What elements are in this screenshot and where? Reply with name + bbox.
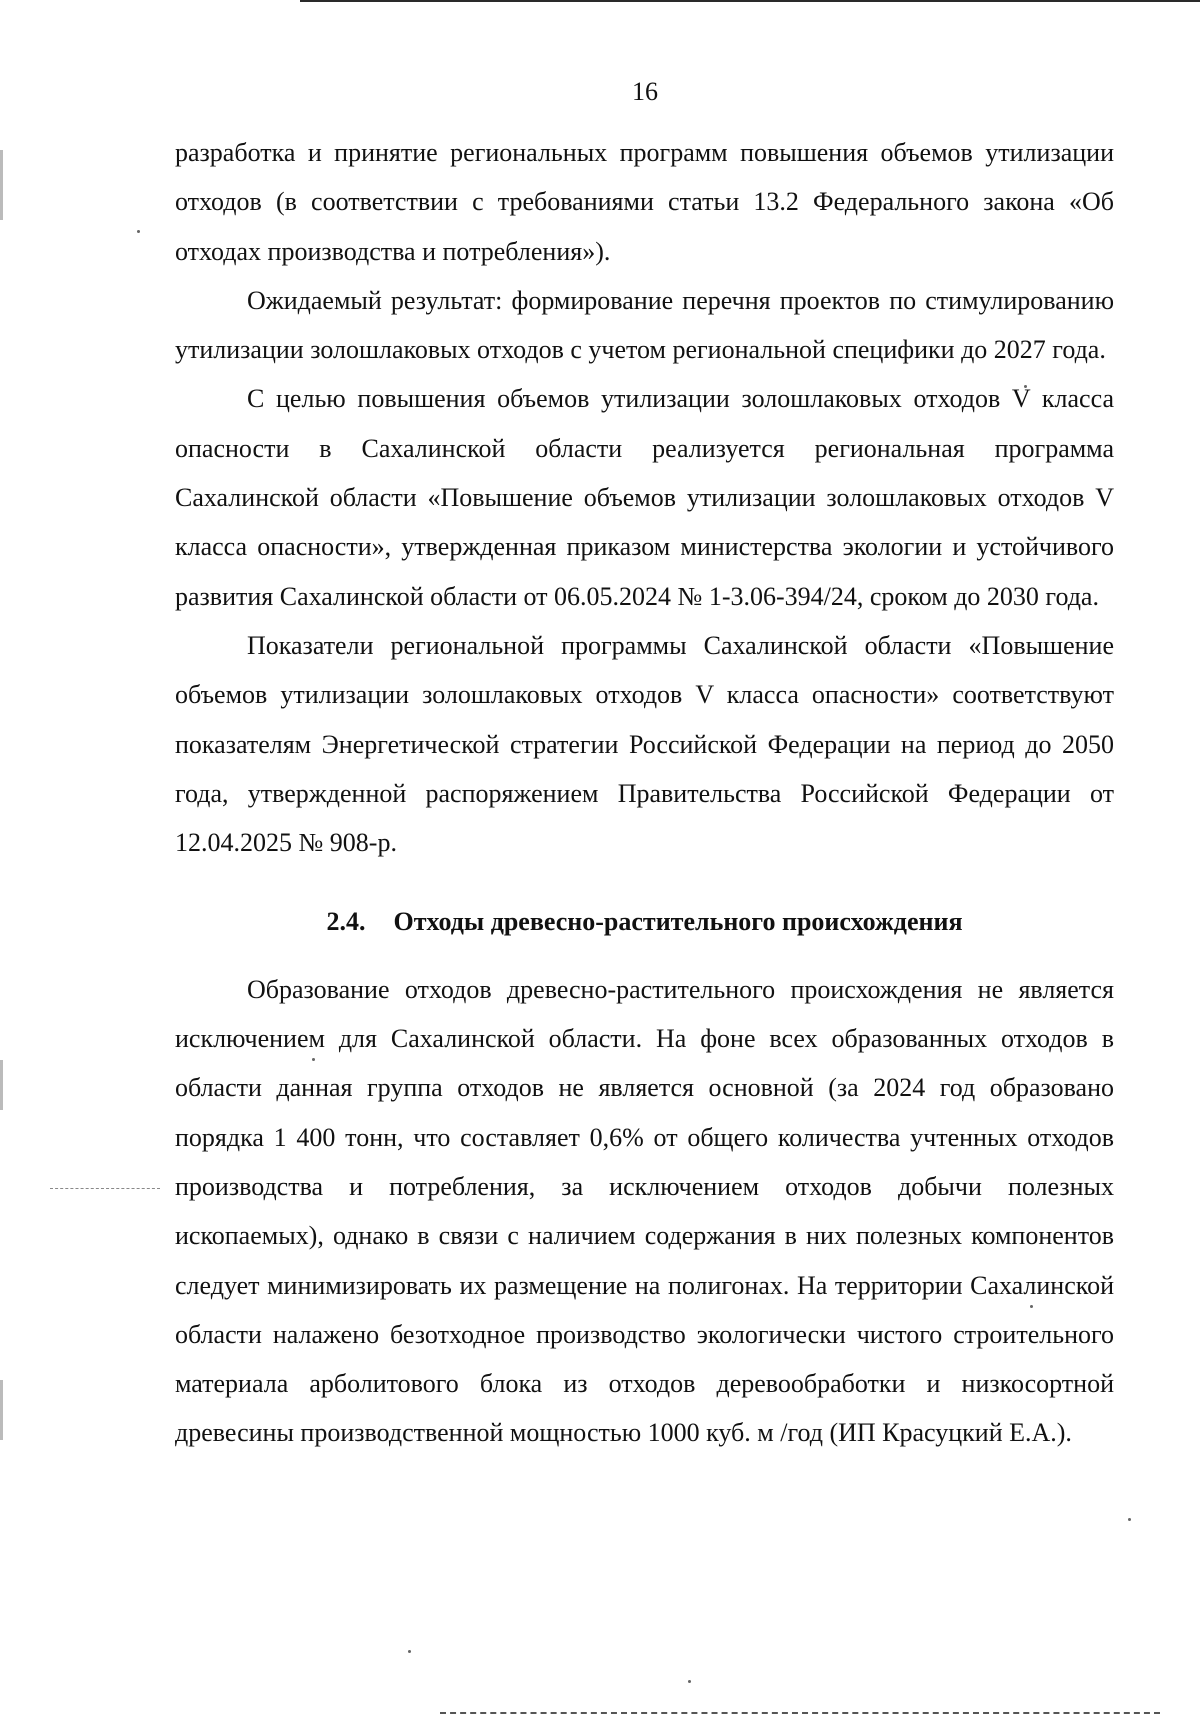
- scan-margin-mark: [0, 150, 3, 220]
- scan-speck: [688, 1680, 691, 1683]
- document-body: [175, 128, 1114, 1458]
- scan-speck: [408, 1650, 411, 1653]
- scan-bottom-edge: [440, 1712, 1160, 1714]
- scan-margin-mark: [0, 1380, 3, 1440]
- paragraph: Образование отходов древесно-растительного происхождения не является исключением для Сахалинской области. На фоне всех образованных отходов в области данная группа отходов не является основной (за 2024 год образовано порядка 1 400 тонн, что составляет 0,6% от общего количества учтенных отходов производства и потребления, за исключением отходов добычи полезных ископаемых), однако в связи с наличием содержания в них полезных компонентов следует минимизировать их размещение на полигонах. На территории Сахалинской области налажено безотходное производство экологически чистого строительного материала арболитового блока из отходов деревообработки и низкосортной древесины производственной мощностью 1000 куб. м /год (ИП Красуцкий Е.А.).: [175, 974, 1114, 1448]
- paragraph: разработка и принятие региональных программ повышения объемов утилизации отходов (в соответствии с требованиями статьи 13.2 Федерального закона «Об отходах производства и потребления»).: [175, 138, 1114, 266]
- paragraph: С целью повышения объемов утилизации золошлаковых отходов V класса опасности в Сахалинской области реализуется региональная программа Сахалинской области «Повышение объемов утилизации золошлаковых отходов V класса опасности», утвержденная приказом министерства экологии и устойчивого развития Сахалинской области от 06.05.2024 № 1-3.06-394/24, сроком до 2030 года.: [175, 384, 1114, 611]
- paragraph: Показатели региональной программы Сахалинской области «Повышение объемов утилизации золошлаковых отходов V класса опасности» соответствуют показателям Энергетической стратегии Российской Федерации на период до 2050 года, утвержденной распоряжением Правительства Российской Федерации от 12.04.2025 № 908-р.: [175, 630, 1114, 858]
- scan-top-edge: [300, 0, 1200, 2]
- section-title: Отходы древесно-растительного происхождения: [393, 907, 963, 937]
- scan-speck: [1128, 1518, 1131, 1521]
- paragraph: Ожидаемый результат: формирование перечня проектов по стимулированию утилизации золошлаковых отходов с учетом региональной специфики до 2027 года.: [175, 285, 1114, 365]
- scan-speck: [137, 230, 140, 233]
- scan-dash-mark: [50, 1188, 160, 1189]
- scan-margin-mark: [0, 1060, 3, 1110]
- section-heading: [175, 897, 1114, 946]
- page-number: 16: [632, 77, 658, 106]
- section-number: 2.4.: [326, 907, 366, 937]
